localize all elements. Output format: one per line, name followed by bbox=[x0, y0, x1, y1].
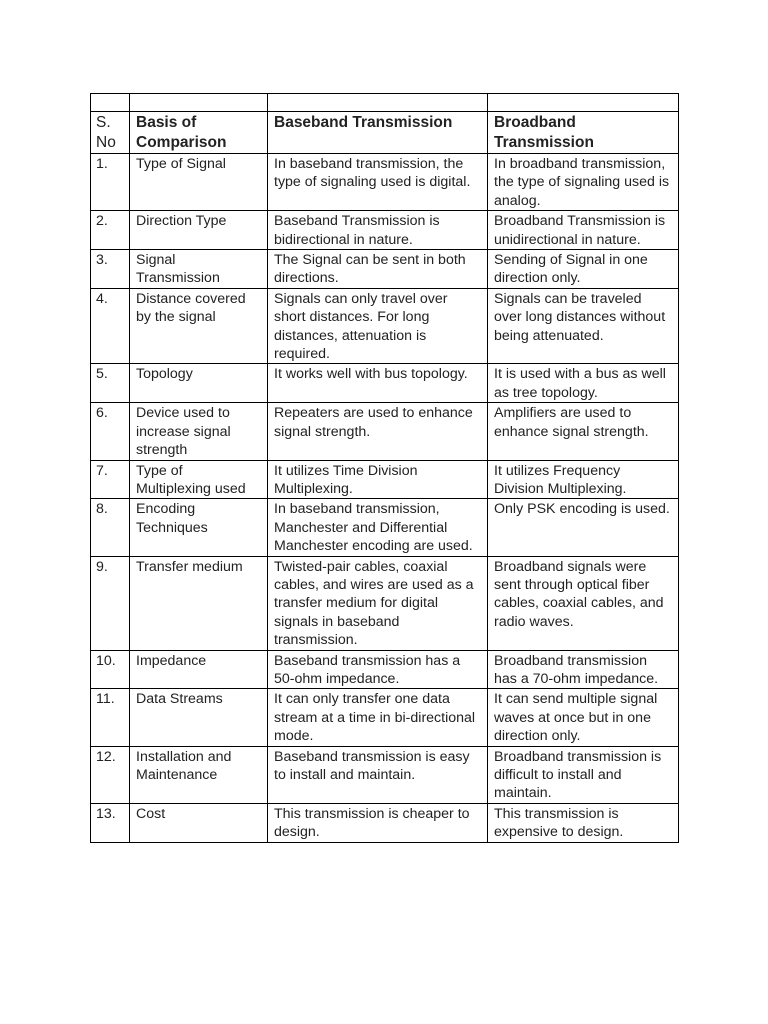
cell-basis: Signal Transmission bbox=[130, 250, 268, 289]
cell-baseband: The Signal can be sent in both directions. bbox=[268, 250, 488, 289]
table-row bbox=[91, 288, 679, 364]
cell-sno: 13. bbox=[91, 803, 130, 842]
table-row bbox=[91, 250, 679, 289]
cell-sno: 1. bbox=[91, 154, 130, 211]
empty-top-row bbox=[91, 94, 679, 112]
cell-basis: Installation and Maintenance bbox=[130, 746, 268, 803]
cell-basis: Type of Signal bbox=[130, 154, 268, 211]
table-row bbox=[91, 364, 679, 403]
cell-basis: Distance covered by the signal bbox=[130, 288, 268, 364]
cell-baseband: It utilizes Time Division Multiplexing. bbox=[268, 460, 488, 499]
cell-broadband: Broadband transmission is difficult to install and maintain. bbox=[488, 746, 679, 803]
cell-baseband: Baseband transmission is easy to install and maintain. bbox=[268, 746, 488, 803]
cell-baseband: Signals can only travel over short distances. For long distances, attenuation is required. bbox=[268, 288, 488, 364]
cell-sno: 6. bbox=[91, 403, 130, 460]
cell-broadband: Broadband signals were sent through optical fiber cables, coaxial cables, and radio waves. bbox=[488, 556, 679, 650]
cell-sno: 9. bbox=[91, 556, 130, 650]
cell-baseband: It works well with bus topology. bbox=[268, 364, 488, 403]
table-row bbox=[91, 154, 679, 211]
cell-basis: Encoding Techniques bbox=[130, 499, 268, 556]
header-basis: Basis of Comparison bbox=[130, 112, 268, 154]
cell-basis: Data Streams bbox=[130, 689, 268, 746]
cell-basis: Transfer medium bbox=[130, 556, 268, 650]
cell-baseband: In baseband transmission, Manchester and Differential Manchester encoding are used. bbox=[268, 499, 488, 556]
cell-broadband: It can send multiple signal waves at once but in one direction only. bbox=[488, 689, 679, 746]
table-row bbox=[91, 803, 679, 842]
cell-sno: 10. bbox=[91, 650, 130, 689]
cell-sno: 5. bbox=[91, 364, 130, 403]
cell-baseband: It can only transfer one data stream at a time in bi-directional mode. bbox=[268, 689, 488, 746]
cell-basis: Device used to increase signal strength bbox=[130, 403, 268, 460]
cell-sno: 3. bbox=[91, 250, 130, 289]
cell-basis: Impedance bbox=[130, 650, 268, 689]
cell-baseband: Twisted-pair cables, coaxial cables, and wires are used as a transfer medium for digital signals in baseband transmission. bbox=[268, 556, 488, 650]
cell-basis: Cost bbox=[130, 803, 268, 842]
cell-broadband: This transmission is expensive to design. bbox=[488, 803, 679, 842]
cell-broadband: Broadband Transmission is unidirectional in nature. bbox=[488, 211, 679, 250]
cell-broadband: Signals can be traveled over long distances without being attenuated. bbox=[488, 288, 679, 364]
comparison-table bbox=[90, 93, 679, 843]
cell-baseband: Repeaters are used to enhance signal strength. bbox=[268, 403, 488, 460]
cell-basis: Topology bbox=[130, 364, 268, 403]
header-sno: S. No bbox=[91, 112, 130, 154]
cell-sno: 2. bbox=[91, 211, 130, 250]
cell-basis: Type of Multiplexing used bbox=[130, 460, 268, 499]
table-row bbox=[91, 499, 679, 556]
cell-sno: 8. bbox=[91, 499, 130, 556]
cell-broadband: Only PSK encoding is used. bbox=[488, 499, 679, 556]
table-row bbox=[91, 746, 679, 803]
cell-sno: 11. bbox=[91, 689, 130, 746]
header-baseband: Baseband Transmission bbox=[268, 112, 488, 154]
cell-broadband: Amplifiers are used to enhance signal strength. bbox=[488, 403, 679, 460]
cell-basis: Direction Type bbox=[130, 211, 268, 250]
cell-broadband: Broadband transmission has a 70-ohm impedance. bbox=[488, 650, 679, 689]
cell-sno: 4. bbox=[91, 288, 130, 364]
table-row bbox=[91, 650, 679, 689]
cell-baseband: Baseband transmission has a 50-ohm impedance. bbox=[268, 650, 488, 689]
cell-baseband: This transmission is cheaper to design. bbox=[268, 803, 488, 842]
cell-broadband: It utilizes Frequency Division Multiplexing. bbox=[488, 460, 679, 499]
cell-baseband: In baseband transmission, the type of signaling used is digital. bbox=[268, 154, 488, 211]
table-row bbox=[91, 403, 679, 460]
cell-sno: 7. bbox=[91, 460, 130, 499]
header-broadband: Broadband Transmission bbox=[488, 112, 679, 154]
table-header-row bbox=[91, 112, 679, 154]
table-row bbox=[91, 460, 679, 499]
cell-broadband: It is used with a bus as well as tree topology. bbox=[488, 364, 679, 403]
cell-broadband: Sending of Signal in one direction only. bbox=[488, 250, 679, 289]
table-row bbox=[91, 689, 679, 746]
cell-baseband: Baseband Transmission is bidirectional in nature. bbox=[268, 211, 488, 250]
table-row bbox=[91, 211, 679, 250]
cell-sno: 12. bbox=[91, 746, 130, 803]
cell-broadband: In broadband transmission, the type of signaling used is analog. bbox=[488, 154, 679, 211]
table-row bbox=[91, 556, 679, 650]
